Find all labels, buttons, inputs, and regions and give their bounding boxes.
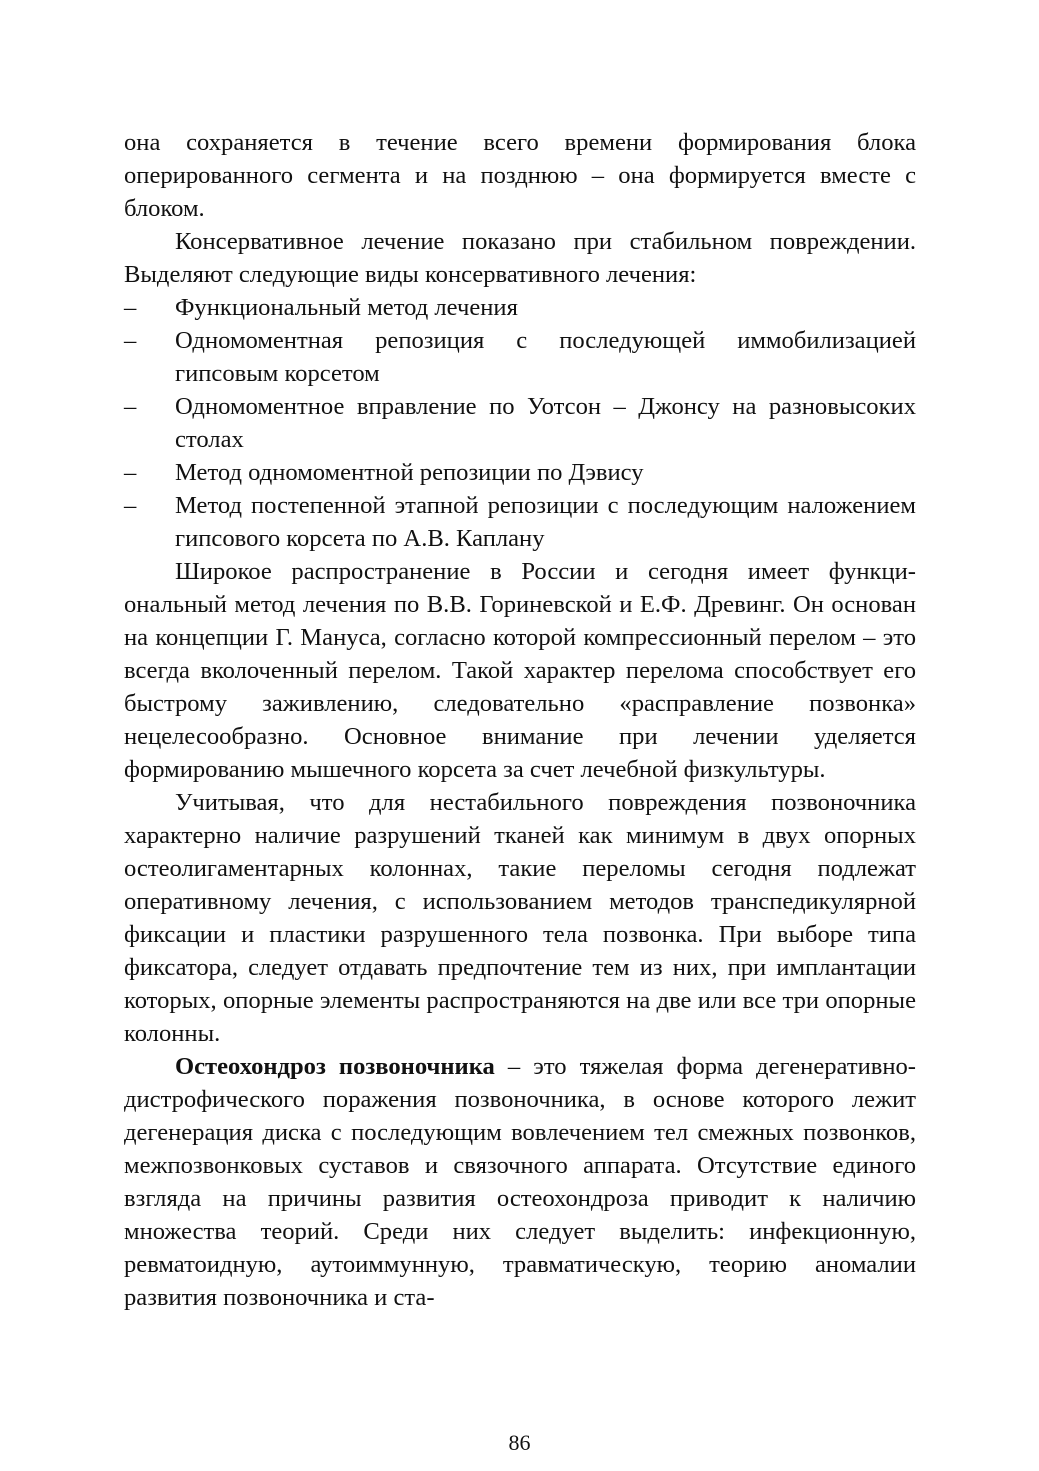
list-dash: – [124,492,137,519]
list-item [124,489,916,555]
list-item-text: Метод одномоментной репозиции по Дэвису [175,459,644,486]
list-dash: – [124,459,137,486]
list-item [124,390,916,456]
paragraph-4: Учитывая, что для нестабильного повреждения позвоночника характерно наличие разрушений тканей как минимум в двух опорных остеолигаментарных колоннах, такие переломы сегодня подлежат оперативному лечения, с использованием методов транспедикулярной фиксации и пластики разрушенного тела позвонка. При выборе типа фиксатора, следует отдавать предпочтение тем из них, при имплантации которых, опорные элементы распространяются на две или все три опорные колонны. [124,789,916,1047]
list-item [124,324,916,390]
page-body [124,126,916,1314]
list-item [124,456,916,489]
list-item [124,291,916,324]
list-dash: – [124,294,137,321]
treatment-list [124,291,916,555]
paragraph-3: Широкое распространение в России и сегодня имеет функциональный метод лечения по В.В. Гориневской и Е.Ф. Древинг. Он основан на концепции Г. Мануса, согласно которой компрессионный перелом – это всегда вколоченный перелом. Такой характер перелома способствует его быстрому заживлению, следовательно «расправление позвонка» нецелесообразно. Основное внимание при лечении уделяется формированию мышечного корсета за счет лечебной физкультуры. [124,558,916,783]
list-item-text: Функциональный метод лечения [175,294,518,321]
paragraph-1: она сохраняется в течение всего времени формирования блока оперированного сегмента и на позднюю – она формируется вместе с блоком. [124,129,916,222]
paragraph-5 [124,1050,916,1314]
list-dash: – [124,327,137,354]
paragraph-2: Консервативное лечение показано при стабильном повреждении. Выделяют следующие виды консервативного лечения: [124,228,916,288]
paragraph-5-text: – это тяжелая форма дегенеративно-дистрофического поражения позвоночника, в основе которого лежит дегенерация диска с последующим вовлечением тел смежных позвонков, межпозвонковых суставов и связочного аппарата. Отсутствие единого взгляда на причины развития остеохондроза приводит к наличию множества теорий. Среди них следует выделить: инфекционную, ревматоидную, аутоиммунную, травматическую, теорию аномалии развития позвоночника и ста- [124,1053,916,1311]
list-item-text: Одномоментное вправление по Уотсон – Джонсу на разновысоких столах [175,393,916,453]
list-item-text: Метод постепенной этапной репозиции с последующим наложением гипсового корсета по А.В. Каплану [175,492,916,552]
list-dash: – [124,393,137,420]
list-item-text: Одномоментная репозиция с последующей иммобилизацией гипсовым корсетом [175,327,916,387]
page-number: 86 [508,1430,531,1455]
term-osteochondrosis: Остеохондроз позвоночника [175,1053,495,1080]
